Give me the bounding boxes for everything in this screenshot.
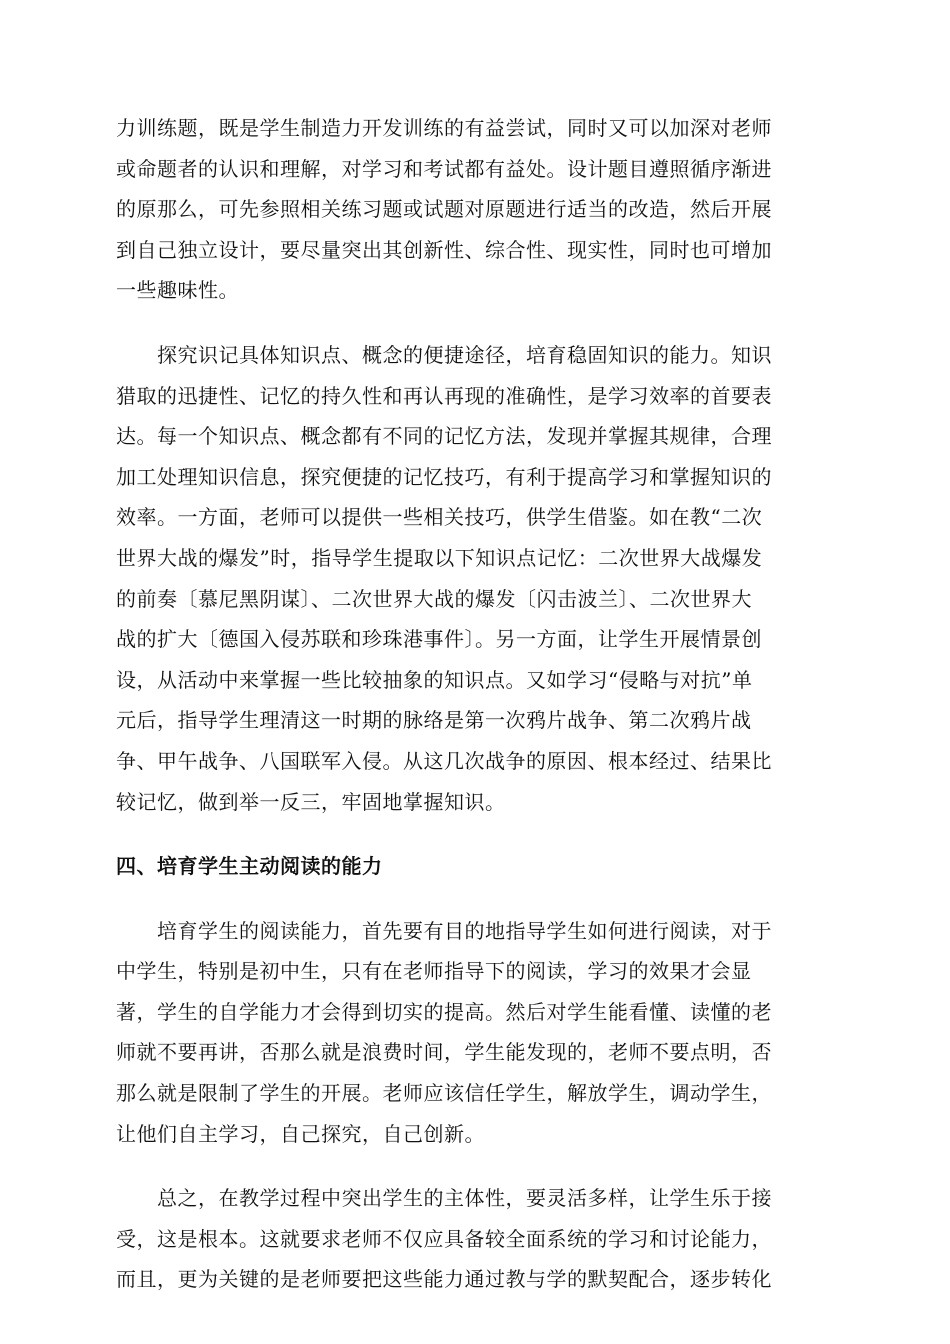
text-line: 加工处理知识信息，探究便捷的记忆技巧，有利于提高学习和掌握知识的 — [116, 464, 772, 489]
text-line: 中学生，特别是初中生，只有在老师指导下的阅读，学习的效果才会显 — [116, 959, 752, 984]
text-line: 战的扩大〔德国入侵苏联和珍珠港事件〕。另一方面，让学生开展情景创 — [116, 627, 762, 652]
text-line: 到自己独立设计，要尽量突出其创新性、综合性、现实性，同时也可增加 — [116, 237, 772, 262]
text-line: 争、甲午战争、八国联军入侵。从这几次战争的原因、根本经过、结果比 — [116, 748, 772, 773]
section-heading-reading: 四、培育学生主动阅读的能力 — [116, 854, 383, 879]
text-line: 那么就是限制了学生的开展。老师应该信任学生，解放学生，调动学生， — [116, 1081, 772, 1106]
text-line: 探究识记具体知识点、概念的便捷途径，培育稳固知识的能力。知识 — [157, 342, 772, 367]
text-line: 一些趣味性。 — [116, 278, 239, 303]
text-line: 或命题者的认识和理解，对学习和考试都有益处。设计题目遵照循序渐进 — [116, 156, 772, 181]
text-line: 培育学生的阅读能力，首先要有目的地指导学生如何进行阅读，对于 — [157, 918, 772, 943]
paragraph-reading-ability — [116, 911, 838, 1155]
text-line: 让他们自主学习，自己探究，自己创新。 — [116, 1121, 485, 1146]
text-line: 元后，指导学生理清这一时期的脉络是第一次鸦片战争、第二次鸦片战 — [116, 708, 752, 733]
text-line: 的原那么，可先参照相关练习题或试题对原题进行适当的改造，然后开展 — [116, 197, 772, 222]
text-line: 受，这是根本。这就要求老师不仅应具备较全面系统的学习和讨论能力， — [116, 1226, 772, 1251]
text-line: 著，学生的自学能力才会得到切实的提高。然后对学生能看懂、读懂的老 — [116, 999, 772, 1024]
text-line: 力训练题，既是学生制造力开发训练的有益尝试，同时又可以加深对老师 — [116, 116, 772, 140]
text-line: 而且，更为关键的是老师要把这些能力通过教与学的默契配合，逐步转化 — [116, 1267, 772, 1292]
text-line: 猎取的迅捷性、记忆的持久性和再认再现的准确性，是学习效率的首要表 — [116, 383, 772, 408]
text-line: 设，从活动中来掌握一些比较抽象的知识点。又如学习“侵略与对抗”单 — [116, 667, 753, 692]
text-line: 总之，在教学过程中突出学生的主体性，要灵活多样，让学生乐于接 — [157, 1186, 772, 1211]
text-line: 效率。一方面，老师可以提供一些相关技巧，供学生借鉴。如在教“二次 — [116, 505, 763, 530]
text-line: 的前奏〔慕尼黑阴谋〕、二次世界大战的爆发〔闪击波兰〕、二次世界大 — [116, 586, 752, 611]
text-line: 师就不要再讲，否那么就是浪费时间，学生能发现的，老师不要点明，否 — [116, 1040, 772, 1065]
paragraph-training-questions — [116, 108, 838, 311]
document-page — [116, 108, 838, 1300]
text-line: 较记忆，做到举一反三，牢固地掌握知识。 — [116, 789, 506, 814]
paragraph-conclusion — [116, 1178, 838, 1300]
text-line: 世界大战的爆发”时，指导学生提取以下知识点记忆：二次世界大战爆发 — [116, 545, 763, 570]
paragraph-memory-methods — [116, 335, 838, 822]
text-line: 达。每一个知识点、概念都有不同的记忆方法，发现并掌握其规律，合理 — [116, 424, 772, 449]
